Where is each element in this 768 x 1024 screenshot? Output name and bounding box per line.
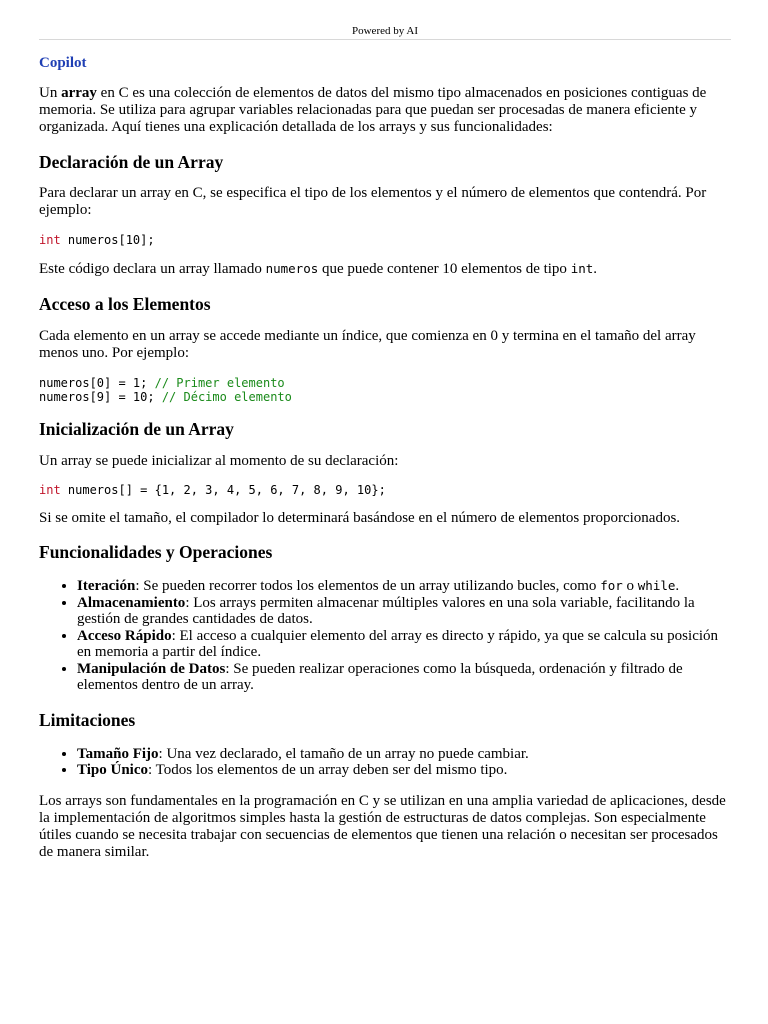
declaracion-explanation <box>39 260 731 278</box>
explanation-part: . <box>593 261 598 277</box>
item-text: : Todos los elementos de un array deben ser del mismo tipo. <box>148 762 508 778</box>
explanation-part: Este código declara un array llamado <box>39 261 266 277</box>
list-item <box>77 595 731 628</box>
code-keyword: int <box>39 233 61 247</box>
inline-code: numeros <box>265 261 319 276</box>
acceso-paragraph: Cada elemento en un array se accede mediante un índice, que comienza en 0 y termina en el tamaño del array menos uno. Por ejemplo: <box>39 328 696 361</box>
document-page <box>39 0 731 861</box>
item-term: Acceso Rápido <box>77 627 172 644</box>
item-text: : Se pueden recorrer todos los elementos de un array utilizando bucles, como <box>135 578 601 594</box>
intro-prefix: Un <box>39 85 62 101</box>
item-term: Tamaño Fijo <box>77 745 159 762</box>
code-line <box>39 390 731 404</box>
copilot-brand: Copilot <box>39 55 87 71</box>
item-text: o <box>622 578 638 594</box>
limitaciones-list <box>39 746 731 779</box>
code-text: numeros[] = {1, 2, 3, 4, 5, 6, 7, 8, 9, 10}; <box>60 483 386 497</box>
code-text: numeros[0] = 1; <box>39 376 155 390</box>
explanation-part: que puede contener 10 elementos de tipo <box>318 261 571 277</box>
inline-code: for <box>600 578 623 593</box>
item-text: : El acceso a cualquier elemento del array es directo y rápido, ya que se calcula su posición en memoria a partir del índice. <box>77 627 719 660</box>
heading-funcionalidades: Funcionalidades y Operaciones <box>39 542 273 562</box>
inicializacion-paragraph: Un array se puede inicializar al momento de su declaración: <box>39 453 399 469</box>
intro-bold-term: array <box>61 85 97 101</box>
intro-rest: en C es una colección de elementos de datos del mismo tipo almacenados en posiciones contiguas de memoria. Se utiliza para agrupar variables relacionadas para que puedan ser procesadas de manera eficiente y organizada. Aquí tienes una explicación detallada de los arrays y sus funcionalidades: <box>39 85 707 135</box>
list-item <box>77 661 731 694</box>
conclusion-paragraph: Los arrays son fundamentales en la programación en C y se utilizan en una amplia variedad de aplicaciones, desde la implementación de algoritmos simples hasta la gestión de estructuras de datos complejas. Son especialmente útiles cuando se necesita trabajar con secuencias de elementos que tienen una relación o necesitan ser procesados de manera similar. <box>39 792 726 860</box>
code-comment: // Primer elemento <box>154 376 285 390</box>
heading-limitaciones: Limitaciones <box>39 709 136 730</box>
item-text: . <box>675 578 680 594</box>
item-term: Almacenamiento <box>77 594 186 611</box>
heading-inicializacion: Inicialización de un Array <box>39 419 234 439</box>
inline-code: while <box>637 578 676 593</box>
powered-by-label: Powered by AI <box>352 25 418 37</box>
item-text: : Una vez declarado, el tamaño de un array no puede cambiar. <box>158 745 529 762</box>
list-item <box>77 628 731 661</box>
item-term: Iteración <box>77 578 136 594</box>
funcionalidades-list <box>39 578 731 694</box>
header-bar <box>39 0 731 40</box>
inicializacion-explanation: Si se omite el tamaño, el compilador lo determinará basándose en el número de elementos proporcionados. <box>39 510 681 526</box>
code-block-acceso <box>39 376 731 404</box>
item-term: Manipulación de Datos <box>77 660 226 677</box>
code-keyword: int <box>39 483 61 497</box>
heading-acceso: Acceso a los Elementos <box>39 294 211 314</box>
intro-paragraph <box>39 85 731 136</box>
declaracion-paragraph: Para declarar un array en C, se especifica el tipo de los elementos y el número de elementos que contendrá. Por ejemplo: <box>39 185 707 218</box>
code-text: numeros[10]; <box>60 233 155 247</box>
item-text: : Los arrays permiten almacenar múltiples valores en una sola variable, facilitando la gestión de grandes cantidades de datos. <box>77 594 695 627</box>
inline-code: int <box>570 261 594 276</box>
code-text: numeros[9] = 10; <box>39 390 162 404</box>
item-text: : Se pueden realizar operaciones como la búsqueda, ordenación y filtrado de elementos dentro de un array. <box>77 660 683 693</box>
code-block-declaracion <box>39 233 731 247</box>
code-block-inicializacion <box>39 483 731 497</box>
code-line <box>39 376 731 390</box>
list-item <box>77 746 731 763</box>
list-item <box>77 762 731 779</box>
code-comment: // Décimo elemento <box>161 390 292 404</box>
list-item <box>77 578 731 595</box>
item-term: Tipo Único <box>77 762 148 778</box>
heading-declaracion: Declaración de un Array <box>39 152 224 172</box>
